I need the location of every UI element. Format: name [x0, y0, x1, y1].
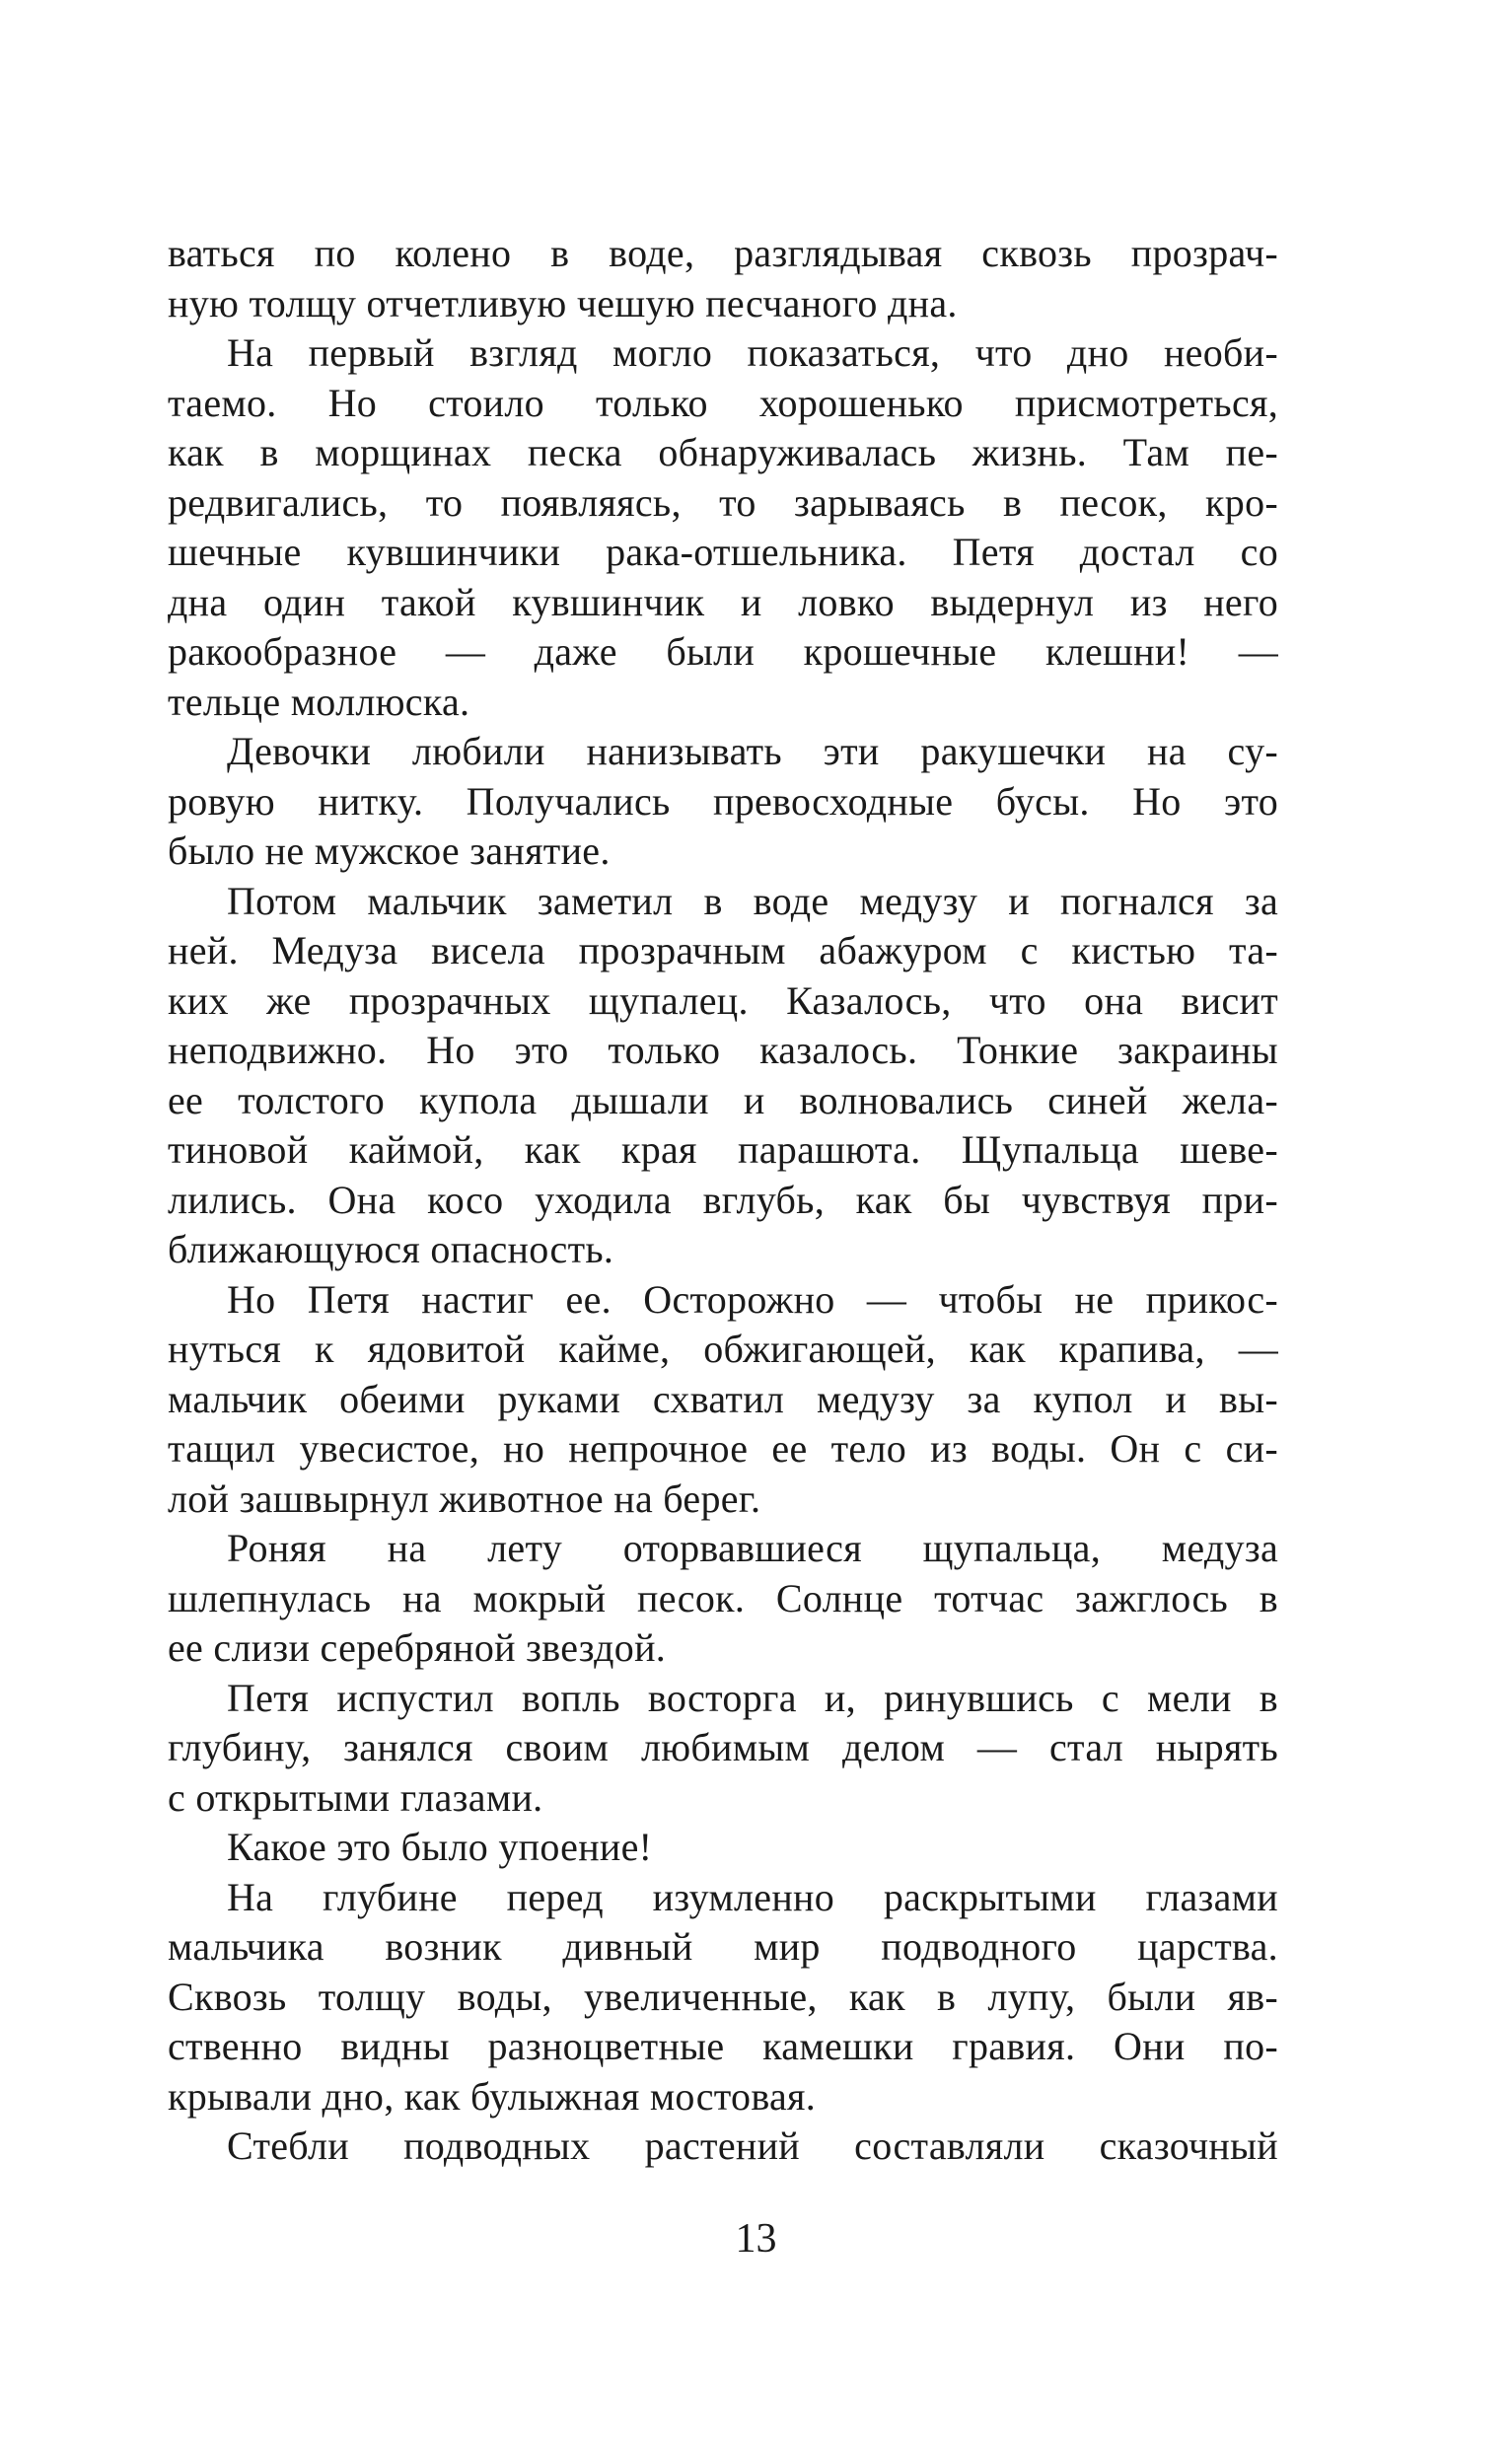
text-line: Какое это было упоение!	[227, 1825, 653, 1869]
text-line: Девочки любили нанизывать эти ракушечки на су-	[227, 729, 1278, 773]
text-line: редвигались, то появляясь, то зарываясь в песок, кро-	[168, 479, 1278, 525]
text-line: На первый взгляд могло показаться, что дно необи-	[227, 330, 1278, 375]
text-line: как в морщинах песка обнаруживалась жизнь. Там пе-	[168, 430, 1278, 474]
text-line: глубину, занялся своим любимым делом — стал нырять	[168, 1725, 1278, 1769]
text-line: ких же прозрачных щупалец. Казалось, что она висит	[168, 977, 1278, 1023]
text-line: На глубине перед изумленно раскрытыми глазами	[227, 1874, 1278, 1919]
text-line: ровую нитку. Получались превосходные бусы. Но это	[168, 778, 1278, 824]
text-line: Потом мальчик заметил в воде медузу и погнался за	[227, 878, 1278, 923]
text-line: тащил увесистое, но непрочное ее тело из воды. Он с си-	[168, 1426, 1278, 1471]
body-text	[168, 229, 1278, 2172]
text-line: Роняя на лету оторвавшиеся щупальца, медуза	[227, 1526, 1278, 1570]
text-line: ваться по колено в воде, разглядывая сквозь прозрач-	[168, 231, 1278, 275]
text-line: мальчика возник дивный мир подводного царства.	[168, 1924, 1278, 1969]
text-line: было не мужское занятие.	[168, 828, 611, 873]
text-line: ней. Медуза висела прозрачным абажуром с кистью та-	[168, 928, 1278, 972]
text-line: дна один такой кувшинчик и ловко выдернул из него	[168, 579, 1278, 624]
text-line: ее слизи серебряной звездой.	[168, 1625, 667, 1670]
text-line: ракообразное — даже были крошечные клешни! —	[168, 629, 1278, 674]
text-line: тельце моллюска.	[168, 679, 470, 724]
text-line: Сквозь толщу воды, увеличенные, как в лупу, были яв-	[168, 1974, 1278, 2019]
page-number: 13	[735, 2216, 777, 2262]
text-line: с открытыми глазами.	[168, 1774, 543, 1820]
text-line: тиновой каймой, как края парашюта. Щупальца шеве-	[168, 1127, 1278, 1172]
text-line: ее толстого купола дышали и волновались синей жела-	[168, 1077, 1278, 1122]
text-line: ближающуюся опасность.	[168, 1227, 614, 1271]
text-line: Петя испустил вопль восторга и, ринувшись с мели в	[227, 1675, 1278, 1720]
text-line: Но Петя настиг ее. Осторожно — чтобы не прикос-	[227, 1276, 1278, 1322]
text-line: крывали дно, как булыжная мостовая.	[168, 2073, 817, 2119]
text-line: таемо. Но стоило только хорошенько присмотреться,	[168, 380, 1278, 425]
text-line: мальчик обеими руками схватил медузу за купол и вы-	[168, 1376, 1278, 1421]
text-line: лой зашвырнул животное на берег.	[168, 1475, 761, 1521]
text-line: шлепнулась на мокрый песок. Солнце тотчас зажглось в	[168, 1575, 1278, 1620]
text-line: ственно видны разноцветные камешки гравия. Они по-	[168, 2024, 1278, 2068]
text-line: шечные кувшинчики рака-отшельника. Петя достал со	[168, 530, 1278, 574]
text-line: нуться к ядовитой кайме, обжигающей, как крапива, —	[168, 1327, 1278, 1371]
text-line: Стебли подводных растений составляли сказочный	[227, 2123, 1278, 2168]
text-line: лились. Она косо уходила вглубь, как бы чувствуя при-	[168, 1177, 1278, 1222]
text-line: ную толщу отчетливую чешую песчаного дна.	[168, 280, 958, 325]
text-line: неподвижно. Но это только казалось. Тонкие закраины	[168, 1028, 1278, 1072]
